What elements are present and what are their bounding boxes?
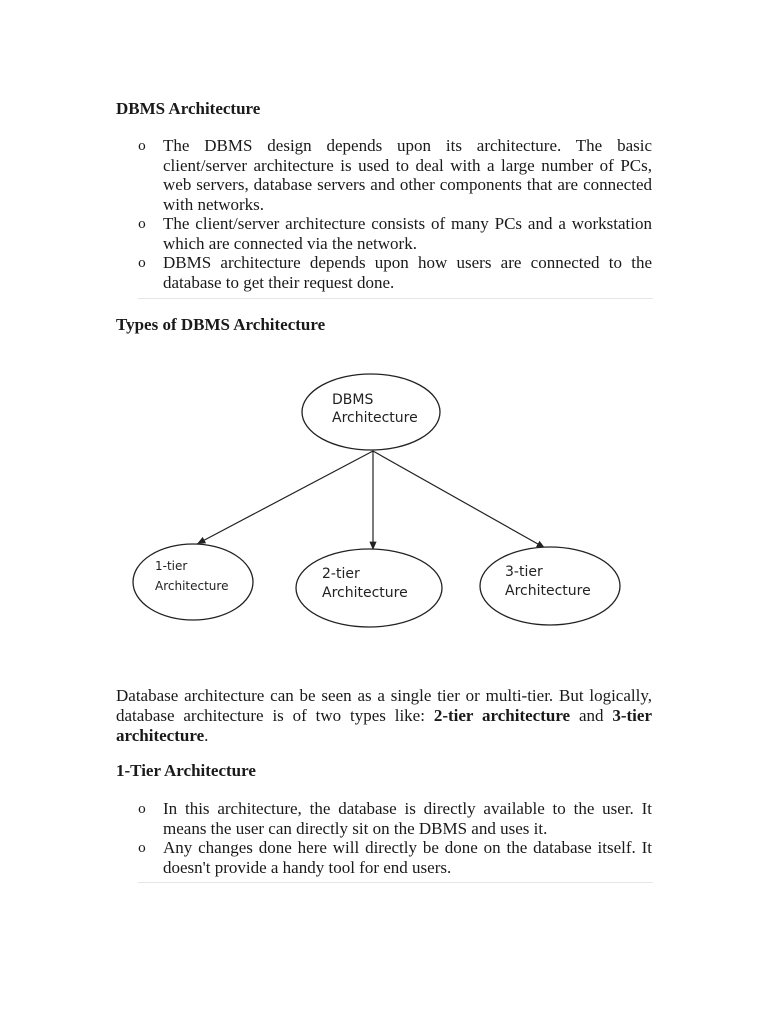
bullet-marker: o [138,802,146,817]
list-item-text: The client/server architecture consists of many PCs and a workstation which are connected via the network. [163,214,652,253]
diagram-node-dbms-architecture [302,374,440,450]
section-heading-dbms-architecture: DBMS Architecture [116,99,261,118]
intro-bold-2-tier: 2-tier architecture [433,706,571,725]
bullet-marker: o [138,217,146,232]
connector-arrow-3-tier [373,451,545,548]
node-label-line-1: DBMS [332,392,374,408]
list-item [138,838,652,877]
intro-text-1: Database architecture can be seen as a single tier or multi-tier. But logically, database architecture is of two types like: [116,686,652,725]
diagram-node-1-tier-architecture [133,544,253,620]
list-item-text: Any changes done here will directly be done on the database itself. It doesn't provide a handy tool for end users. [163,838,652,877]
diagram-node-3-tier-architecture [480,547,620,625]
intro-paragraph [116,686,652,746]
dbms-architecture-bullet-list [138,136,652,292]
node-label-line-1: 2-tier [322,566,360,582]
list-item [138,253,652,292]
section-divider [138,882,653,883]
section-heading-1-tier-architecture: 1-Tier Architecture [116,761,256,780]
node-label-line-2: Architecture [505,583,591,599]
intro-text-2: and [570,706,613,725]
list-item [138,799,652,838]
list-item [138,136,652,214]
node-label-line-2: Architecture [332,410,418,426]
list-item-text: The DBMS design depends upon its architecture. The basic client/server architecture is used to deal with a large number of PCs, web servers, database servers and other components that are connected with networks. [163,136,652,214]
bullet-marker: o [138,139,146,154]
bullet-marker: o [138,841,146,856]
section-divider [138,298,653,299]
node-label-line-1: 3-tier [505,564,543,580]
diagram-node-2-tier-architecture [296,549,442,627]
intro-bold-3-tier: 3-tier architecture [116,706,652,745]
dbms-architecture-tree-diagram [0,360,768,640]
node-label-line-2: Architecture [155,579,229,593]
intro-text-3: . [204,726,209,745]
node-label-line-1: 1-tier [155,559,188,573]
list-item-text: DBMS architecture depends upon how users are connected to the database to get their request done. [163,253,652,292]
list-item [138,214,652,253]
connector-arrow-1-tier [197,451,373,544]
section-heading-types-of-dbms-architecture: Types of DBMS Architecture [116,315,326,334]
node-label-line-2: Architecture [322,585,408,601]
bullet-marker: o [138,256,146,271]
one-tier-bullet-list [138,799,652,877]
list-item-text: In this architecture, the database is directly available to the user. It means the user can directly sit on the DBMS and uses it. [163,799,652,838]
